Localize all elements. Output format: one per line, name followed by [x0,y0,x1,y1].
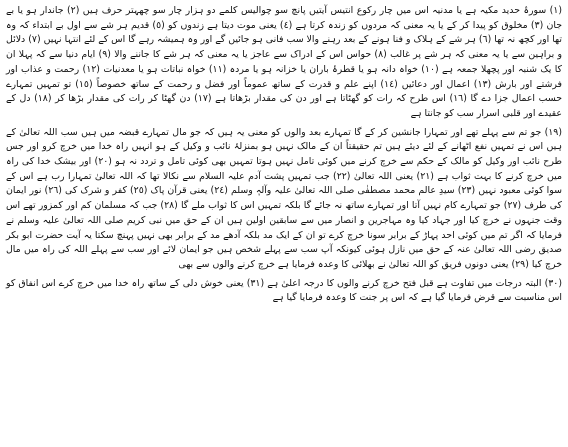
footnotes-paragraph-3: (٣٠) البتہ درجات میں تفاوت ہے قبل فتح خرچ کرنے والوں کا درجہ اعلیٰ ہے (٣١) یعنی خوش دلی کے ساتھ راہ خدا میں خرچ کرے اس انفاق کو اس مناسبت سے قرض فرمایا گیا ہے کہ اس پر جنت کا وعدہ فرمایا گیا ہے [6,277,562,304]
footnotes-paragraph-1: (١) سورۂ حدید مکیہ ہے یا مدنیہ اس میں چار رکوع انتیس آیتیں پانچ سو چوالیس کلمے دو ہزار چار سو چھہتر حرف ہیں (٢) جاندار ہو یا بے جان (٣) مخلوق کو پیدا کر کے یا یہ معنی کہ مردوں کو زندہ کرتا ہے (٤) یعنی موت دیتا ہے زندوں کو (٥) قدیم ہر شے سے اول بے ابتداء کہ وہ تھا اور کچھ نہ تھا (٦) ہر شے کے ہلاک و فنا ہونے کے بعد رہنے والا سب فانی ہو جائیں گے اور وہ ہمیشہ رہے گا اس کے لئے انتہا نہیں (٧) دلائل و براہین سے یا یہ معنی کہ ہر شے پر غالب (٨) حواس اس کے ادراک سے عاجز یا یہ معنی کہ ہر شے کا جاننے والا (٩) ایام دنیا سے کہ پہلا ان کا یک شنبہ اور پچھلا جمعہ ہے (١٠) خواہ دانہ ہو یا قطرۂ باران یا خزانہ ہو یا مردہ (١١) خواہ نباتات ہو یا معدنیات (١٢) رحمت و عذاب اور فرشتے اور بارش (١٣) اعمال اور دعائیں (١٤) اپنے علم و قدرت کے ساتھ عموماً اور فضل و رحمت کے ساتھ خصوصاً (١٥) تو تمہیں تمہارے حسب اعمال جزا دے گا (١٦) اس طرح کہ رات کو گھٹاتا ہے اور دن کی مقدار بڑھاتا ہے (١٧) دن گھٹا کر رات کی مقدار بڑھا کر (١٨) دل کے عقیدے اور قلبی اسرار سب کو جانتا ہے [6,5,563,119]
footnotes-paragraph-2: (١٩) جو تم سے پہلے تھے اور تمہارا جانشین کر کے گا تمہارے بعد والوں کو معنی یہ ہیں کہ جو مال تمہارے قبضہ میں ہیں سب اللہ تعالیٰ کے ہیں اس نے تمہیں نفع اٹھانے کے لئے دیئے ہیں تم حقیقتاً ان کے مالک نہیں ہو بمنزلۂ نائب و وکیل کے ہو انہیں راہ خدا میں خرچ کرو اور جس طرح نائب اور وکیل کو مالک کے حکم سے خرچ کرنے میں کوئی تامل نہیں ہوتا تمہیں بھی کوئی تامل و تردد نہ ہو (٢٠) اور بیشک خدا کی راہ میں خرچ کرنے کا بہت ثواب ہے (٢١) یعنی اللہ تعالیٰ (٢٢) جب تمہیں پشت آدم علیہ السلام سے نکالا تھا کہ اللہ تعالیٰ تمہارا رب ہے اس کے سوا کوئی معبود نہیں (٢٣) سیدِ عالم محمد مصطفٰی صلی اللہ تعالیٰ علیہ وآلہٖ وسلم (٢٤) یعنی قرآن پاک (٢٥) کفر و شرک کی (٢٦) نور ایمان کی طرف (٢٧) جو تمہارے کام نہیں آتا اور تمہارے ساتھ نہ جائے گا بلکہ تمہیں اس کا ثواب ملے گا (٢٨) جب کہ مسلمان کم اور کمزور تھے اس وقت جنہوں نے خرچ کیا اور جہاد کیا وہ مہاجرین و انصار میں سے سابقین اولین ہیں ان کے حق میں نبی کریم صلی اللہ تعالیٰ علیہ وسلم نے فرمایا کہ اگر تم میں کوئی احد پہاڑ کے برابر سونا خرچ کرے تو ان کے ایک مد بلکہ آدھے مد کے برابر بھی نہیں پہنچ سکتا یہ آیت حضرت ابو بکر صدیق رضی اللہ تعالیٰ عنہ کے حق میں نازل ہوئی کیونکہ آپ سب سے پہلے شخص ہیں جو ایمان لائے اور سب سے پہلے اللہ کی راہ میں مال خرچ کیا (٢٩) یعنی دونوں فریق کو اللہ تعالیٰ نے بھلائی کا وعدہ فرمایا ہے خرچ کرنے والوں سے بھی [6,126,563,270]
